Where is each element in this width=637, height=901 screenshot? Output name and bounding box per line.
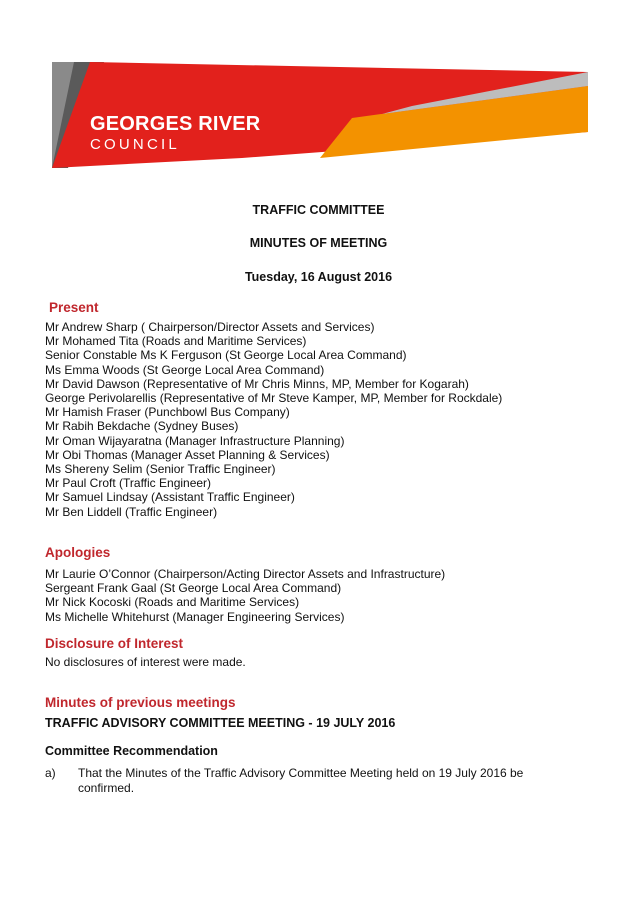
meeting-date: Tuesday, 16 August 2016 bbox=[244, 270, 393, 284]
list-item: Mr Andrew Sharp ( Chairperson/Director Assets and Services) bbox=[45, 320, 375, 334]
minutes-heading: Minutes of previous meetings bbox=[45, 695, 236, 710]
apologies-heading: Apologies bbox=[45, 545, 111, 560]
list-item: Ms Emma Woods (St George Local Area Command) bbox=[45, 362, 325, 377]
disclosure-text: No disclosures of interest were made. bbox=[45, 655, 246, 669]
logo-wordmark bbox=[90, 113, 260, 153]
list-item: Senior Constable Ms K Ferguson (St George Local Area Command) bbox=[45, 348, 407, 363]
list-item: Mr Paul Croft (Traffic Engineer) bbox=[45, 476, 212, 491]
meeting-title: TRAFFIC ADVISORY COMMITTEE MEETING - 19 JULY 2016 bbox=[45, 716, 396, 730]
list-item: Mr Mohamed Tita (Roads and Maritime Services) bbox=[45, 334, 307, 349]
document-title: MINUTES OF MEETING bbox=[249, 236, 388, 250]
list-item: Mr Oman Wijayaratna (Manager Infrastructure Planning) bbox=[45, 433, 345, 448]
list-item: Mr Hamish Fraser (Punchbowl Bus Company) bbox=[45, 405, 290, 420]
recommendation-item-text: That the Minutes of the Traffic Advisory Committee Meeting held on 19 July 2016 be confirmed. bbox=[78, 766, 524, 795]
committee-title: TRAFFIC COMMITTEE bbox=[252, 203, 385, 217]
list-item: Mr Rabih Bekdache (Sydney Buses) bbox=[45, 419, 239, 434]
list-item: Ms Shereny Selim (Senior Traffic Engineer) bbox=[45, 462, 276, 477]
logo-name-line2: COUNCIL bbox=[90, 136, 180, 153]
disclosure-heading: Disclosure of Interest bbox=[45, 636, 184, 651]
logo-name-line1: GEORGES RIVER bbox=[90, 113, 261, 135]
list-item: Mr Obi Thomas (Manager Asset Planning & Services) bbox=[45, 447, 330, 462]
list-item: George Perivolarellis (Representative of Mr Steve Kamper, MP, Member for Rockdale) bbox=[45, 391, 503, 406]
list-item: Mr Samuel Lindsay (Assistant Traffic Engineer) bbox=[45, 490, 295, 505]
list-item: Mr Laurie O’Connor (Chairperson/Acting Director Assets and Infrastructure) bbox=[45, 567, 446, 581]
list-item: Mr David Dawson (Representative of Mr Chris Minns, MP, Member for Kogarah) bbox=[45, 376, 469, 391]
recommendation-heading: Committee Recommendation bbox=[45, 744, 218, 758]
recommendation-item-letter: a) bbox=[45, 766, 56, 780]
present-list bbox=[45, 320, 502, 519]
list-item: Mr Nick Kocoski (Roads and Maritime Services) bbox=[45, 595, 300, 610]
list-item: Mr Ben Liddell (Traffic Engineer) bbox=[45, 504, 218, 519]
apologies-list bbox=[45, 567, 445, 624]
present-heading: Present bbox=[49, 300, 99, 315]
list-item: Sergeant Frank Gaal (St George Local Area Command) bbox=[45, 581, 342, 596]
list-item: Ms Michelle Whitehurst (Manager Engineering Services) bbox=[45, 609, 345, 624]
